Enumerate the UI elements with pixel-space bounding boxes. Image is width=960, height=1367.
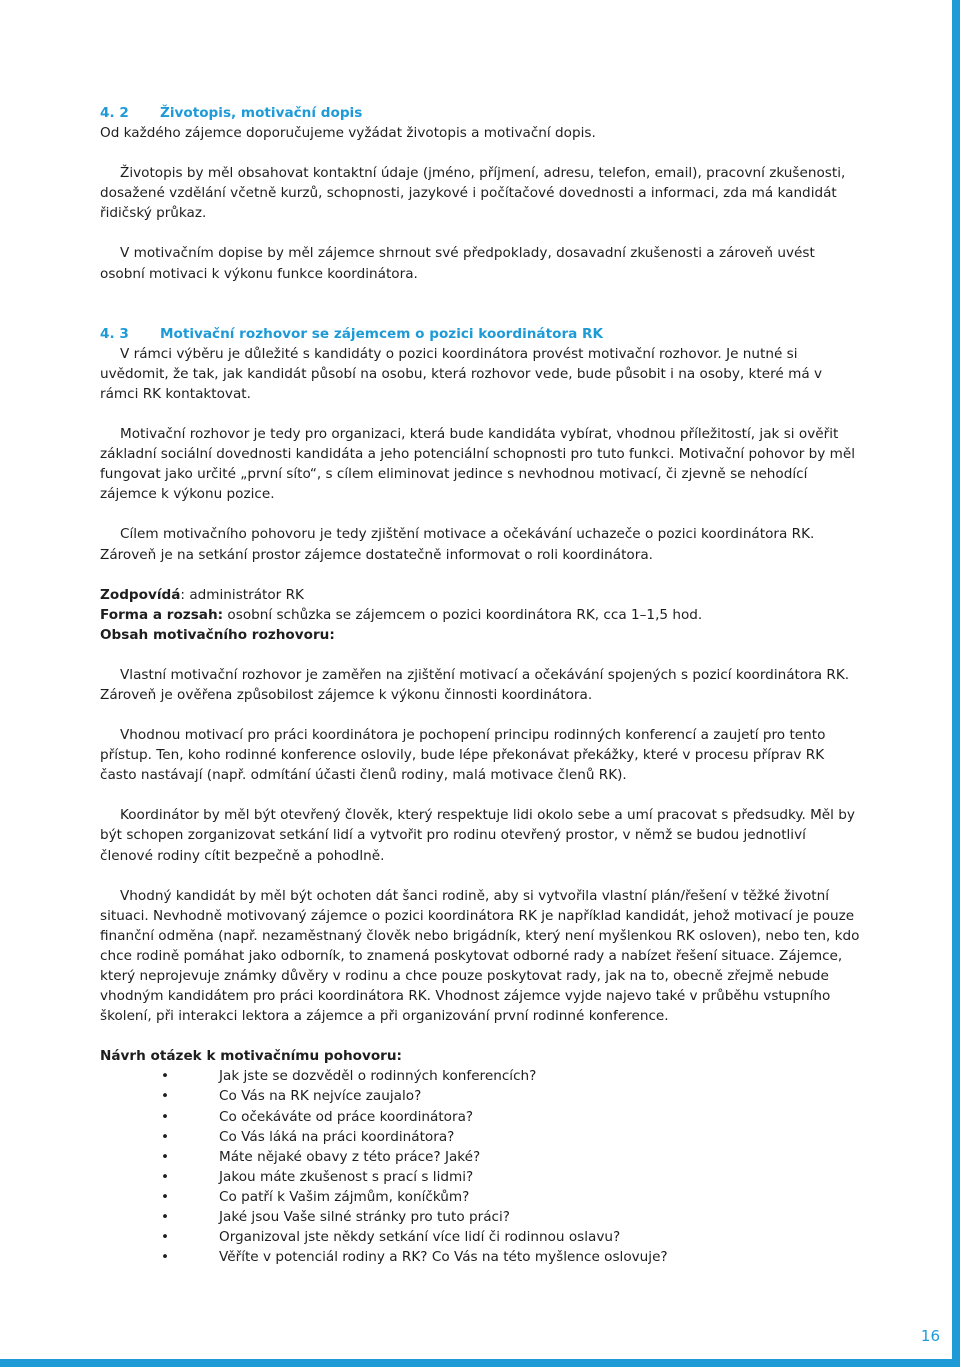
section-number: 4. 3: [100, 325, 129, 342]
bullet-icon: •: [161, 1209, 170, 1226]
question-text: Jakou máte zkušenost s prací s lidmi?: [219, 1168, 474, 1185]
bullet-icon: •: [161, 1068, 170, 1085]
page-frame-right: [952, 0, 960, 1367]
content-label: Obsah motivačního rozhovoru:: [100, 626, 335, 643]
form-value: osobní schůzka se zájemcem o pozici koordinátora RK, cca 1–1,5 hod.: [223, 606, 703, 623]
page-number: 16: [920, 1327, 940, 1345]
list-item: [100, 1107, 862, 1127]
section-heading-4-2: [100, 103, 862, 123]
section-heading-4-3: [100, 324, 862, 344]
question-text: Organizoval jste někdy setkání více lidí či rodinnou oslavu?: [219, 1229, 621, 1246]
paragraph-interview-intro: V rámci výběru je důležité s kandidáty o pozici koordinátora provést motivační rozhovor. Je nutné si uvědomit, že tak, jak kandidát působí na osobu, která rozhovor vede, bude působit i na osoby, které má v rámci RK kontaktovat.: [100, 345, 823, 402]
bullet-icon: •: [161, 1148, 170, 1165]
responsible-line: [100, 585, 862, 605]
question-text: Věříte v potenciál rodiny a RK? Co Vás na této myšlence oslovuje?: [219, 1249, 668, 1266]
bullet-icon: •: [161, 1088, 170, 1105]
page-frame-bottom: [0, 1359, 960, 1367]
responsible-label: Zodpovídá: [100, 586, 181, 603]
questions-list: [100, 1066, 862, 1267]
paragraph-motivation-letter: V motivačním dopise by měl zájemce shrnout své předpoklady, dosavadní zkušenosti a zároveň uvést osobní motivaci k výkonu funkce koordinátora.: [100, 245, 815, 282]
paragraph-suitable-candidate: Vhodný kandidát by měl být ochoten dát šanci rodině, aby si vytvořila vlastní plán/řešení v těžké životní situaci. Nevhodně motivovaný zájemce o pozici koordinátora RK je například kandidát, jehož motivací je pouze finanční odměna (např. nezaměstnaný člověk nebo brigádník, který není myšlenkou RK osloven), nebo ten, kdo chce rodině pomáhat jako odborník, to znamená poskytovat odborné rady a nabízet řešení situace. Zájemce, který neprojevuje známky důvěry v rodinu a chce pouze poskytovat rady, jak na to, obecně zřejmě nebude vhodným kandidátem pro práci koordinátora RK. Vhodnost zájemce vyjde najevo také v průběhu vstupního školení, při interakci lektora a zájemce a při organizování první rodinné konference.: [100, 887, 860, 1025]
document-body: [100, 103, 862, 1267]
questions-title-line: [100, 1046, 862, 1066]
question-text: Co Vás na RK nejvíce zaujalo?: [219, 1088, 422, 1105]
question-text: Jaké jsou Vaše silné stránky pro tuto práci?: [219, 1209, 510, 1226]
list-item: [100, 1167, 862, 1187]
paragraph-interview-purpose: Motivační rozhovor je tedy pro organizaci, která bude kandidáta vybírat, vhodnou příležitostí, jak si ověřit základní sociální dovednosti kandidáta a jeho potenciální schopnosti pro tuto funkci. Motivační pohovor by měl fungovat jako určité „první síto“, s cílem eliminovat jedince s nevhodnou motivací, či zjevně se nehodící zájemce k výkonu pozice.: [100, 426, 856, 503]
bullet-icon: •: [161, 1188, 170, 1205]
list-item: [100, 1147, 862, 1167]
section-intro: Od každého zájemce doporučujeme vyžádat životopis a motivační dopis.: [100, 125, 596, 142]
section-title: Motivační rozhovor se zájemcem o pozici koordinátora RK: [160, 325, 604, 342]
paragraph-coordinator-traits: Koordinátor by měl být otevřený člověk, který respektuje lidi okolo sebe a umí pracovat s předsudky. Měl by být schopen zorganizovat setkání lidí a vytvořit pro rodinu otevřený prostor, v němž se budou jednotliví členové rodiny cítit bezpečně a pohodlně.: [100, 807, 855, 864]
paragraph-suitable-motivation: Vhodnou motivací pro práci koordinátora je pochopení principu rodinných konferencí a zaujetí pro tento přístup. Ten, koho rodinné konference oslovily, bude lépe překonávat překážky, které v procesu příprav RK často nastávají (např. odmítání účasti členů rodiny, malá motivace členů RK).: [100, 727, 826, 784]
questions-title: Návrh otázek k motivačnímu pohovoru:: [100, 1048, 402, 1065]
paragraph-own-interview: Vlastní motivační rozhovor je zaměřen na zjištění motivací a očekávání spojených s pozicí koordinátora RK. Zároveň je ověřena způsobilost zájemce k výkonu činnosti koordinátora.: [100, 666, 850, 703]
responsible-value: : administrátor RK: [180, 586, 304, 603]
list-item: [100, 1127, 862, 1147]
bullet-icon: •: [161, 1229, 170, 1246]
list-item: [100, 1207, 862, 1227]
bullet-icon: •: [161, 1128, 170, 1145]
bullet-icon: •: [161, 1249, 170, 1266]
list-item: [100, 1247, 862, 1267]
list-item: [100, 1227, 862, 1247]
content-label-line: [100, 625, 862, 645]
bullet-icon: •: [161, 1168, 170, 1185]
paragraph-interview-goal: Cílem motivačního pohovoru je tedy zjištění motivace a očekávání uchazeče o pozici koordinátora RK. Zároveň je na setkání prostor zájemce dostatečně informovat o roli koordinátora.: [100, 526, 815, 563]
list-item: [100, 1187, 862, 1207]
list-item: [100, 1086, 862, 1106]
paragraph-cv-contents: Životopis by měl obsahovat kontaktní údaje (jméno, příjmení, adresu, telefon, email), pracovní zkušenosti, dosažené vzdělání včetně kurzů, schopnosti, jazykové i počítačové dovednosti a informaci, zda má kandidát řidičský průkaz.: [100, 165, 846, 222]
question-text: Máte nějaké obavy z této práce? Jaké?: [219, 1148, 481, 1165]
question-text: Jak jste se dozvěděl o rodinných konferencích?: [219, 1068, 537, 1085]
form-label: Forma a rozsah:: [100, 606, 224, 623]
question-text: Co Vás láká na práci koordinátora?: [219, 1128, 455, 1145]
question-text: Co patří k Vašim zájmům, koníčkům?: [219, 1188, 470, 1205]
question-text: Co očekáváte od práce koordinátora?: [219, 1108, 474, 1125]
bullet-icon: •: [161, 1108, 170, 1125]
form-line: [100, 605, 862, 625]
list-item: [100, 1066, 862, 1086]
section-number: 4. 2: [100, 105, 129, 121]
section-title: Životopis, motivační dopis: [160, 105, 363, 121]
